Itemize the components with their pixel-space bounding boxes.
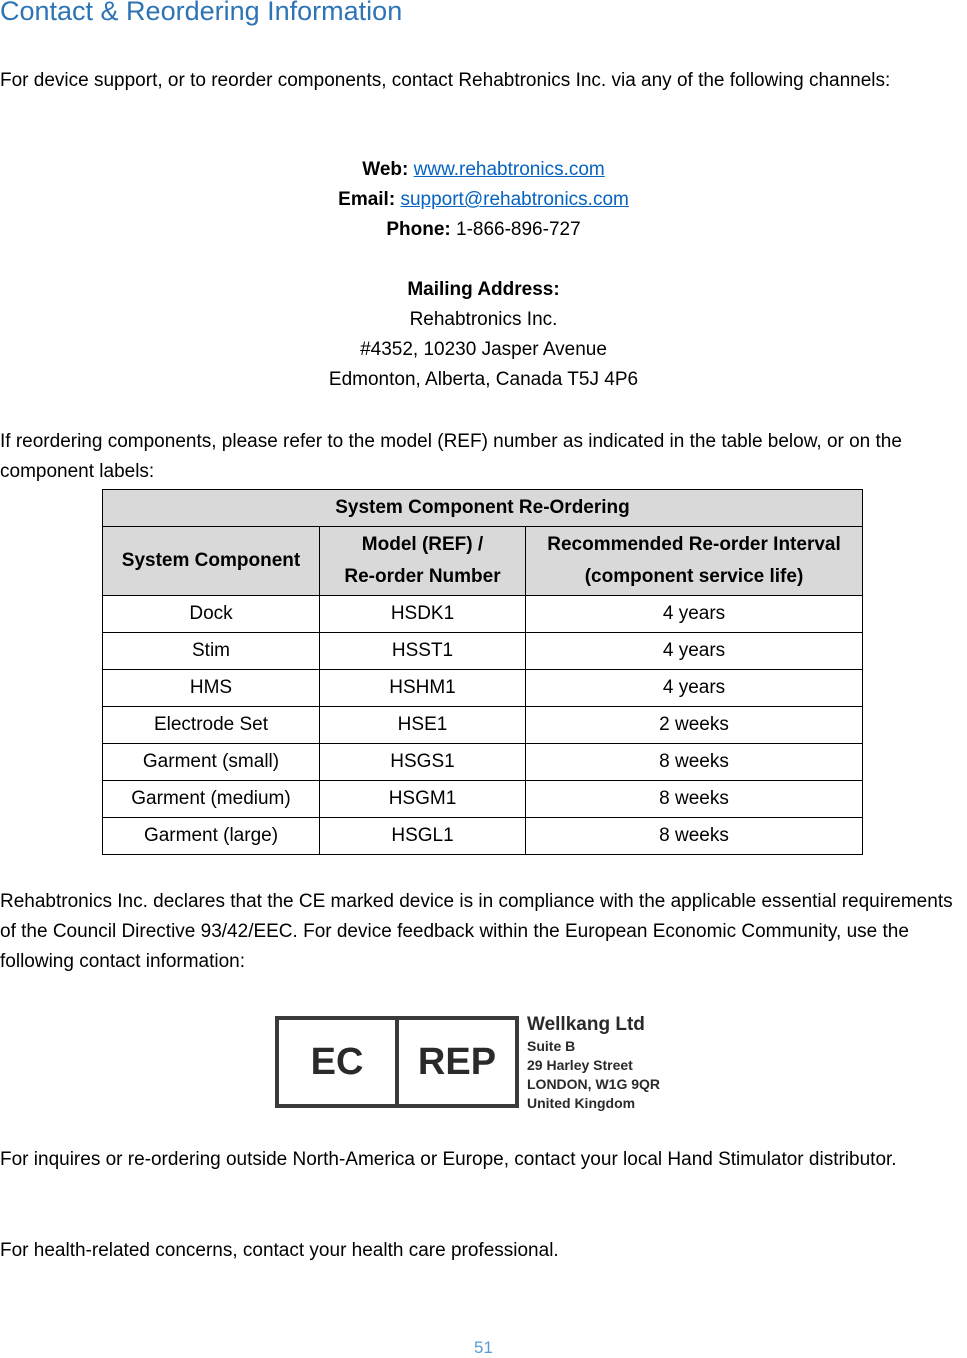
ec-rep-address: [527, 1013, 660, 1113]
table-title: System Component Re-Ordering: [103, 490, 863, 527]
model-cell: HSDK1: [320, 596, 526, 633]
column-header-interval: Recommended Re-order Interval (component service life): [526, 527, 863, 596]
column-header-component: System Component: [103, 527, 320, 596]
rep-box: REP: [395, 1016, 519, 1108]
model-cell: HSGM1: [320, 781, 526, 818]
address-line: Rehabtronics Inc.: [409, 309, 558, 330]
ec-rep-address-line: LONDON, W1G 9QR: [527, 1076, 661, 1092]
email-line: [0, 185, 967, 215]
ec-rep-label: [275, 1013, 695, 1113]
address-line: #4352, 10230 Jasper Avenue: [360, 339, 607, 360]
component-cell: HMS: [103, 670, 320, 707]
ec-rep-address-line: Suite B: [527, 1038, 576, 1054]
table-row: [103, 670, 863, 707]
web-link[interactable]: www.rehabtronics.com: [413, 159, 605, 180]
ce-statement: Rehabtronics Inc. declares that the CE marked device is in compliance with the applicable essential requirements of the Council Directive 93/42/EEC. For device feedback within the European Economic Community, use the following contact information:: [0, 891, 953, 972]
web-line: [0, 155, 967, 185]
reorder-table: [102, 489, 863, 855]
table-row: [103, 818, 863, 855]
page-number: 51: [474, 1338, 493, 1357]
component-cell: Electrode Set: [103, 707, 320, 744]
page-title: Contact & Reordering Information: [0, 0, 403, 26]
interval-cell: 2 weeks: [526, 707, 863, 744]
interval-cell: 8 weeks: [526, 781, 863, 818]
component-cell: Stim: [103, 633, 320, 670]
ec-rep-address-line: United Kingdom: [527, 1095, 636, 1111]
model-cell: HSST1: [320, 633, 526, 670]
phone-line: [0, 215, 967, 245]
interval-cell: 4 years: [526, 670, 863, 707]
interval-cell: 4 years: [526, 596, 863, 633]
table-row: [103, 781, 863, 818]
component-cell: Garment (medium): [103, 781, 320, 818]
email-label: Email:: [338, 189, 396, 210]
outside-region-paragraph: For inquires or re-ordering outside North-America or Europe, contact your local Hand Stimulator distributor.: [0, 1149, 897, 1170]
web-label: Web:: [362, 159, 409, 180]
interval-cell: 8 weeks: [526, 744, 863, 781]
contact-block: [0, 155, 967, 395]
model-cell: HSGS1: [320, 744, 526, 781]
component-cell: Garment (large): [103, 818, 320, 855]
table-row: [103, 707, 863, 744]
component-cell: Dock: [103, 596, 320, 633]
reorder-intro: If reordering components, please refer to the model (REF) number as indicated in the table below, or on the component labels:: [0, 431, 902, 482]
phone-value: 1-866-896-727: [456, 219, 581, 240]
model-cell: HSE1: [320, 707, 526, 744]
column-header-model: Model (REF) / Re-order Number: [320, 527, 526, 596]
table-row: [103, 633, 863, 670]
ec-rep-address-line: 29 Harley Street: [527, 1057, 633, 1073]
component-cell: Garment (small): [103, 744, 320, 781]
address-line: Edmonton, Alberta, Canada T5J 4P6: [328, 369, 639, 390]
mailing-label: Mailing Address:: [407, 279, 560, 300]
intro-paragraph: For device support, or to reorder components, contact Rehabtronics Inc. via any of the following channels:: [0, 70, 891, 91]
spacer: [0, 245, 967, 275]
interval-cell: 4 years: [526, 633, 863, 670]
table-row: [103, 596, 863, 633]
email-link[interactable]: support@rehabtronics.com: [400, 189, 629, 210]
model-cell: HSGL1: [320, 818, 526, 855]
phone-label: Phone:: [386, 219, 451, 240]
health-paragraph: For health-related concerns, contact your health care professional.: [0, 1240, 559, 1261]
ec-box: EC: [275, 1016, 399, 1108]
interval-cell: 8 weeks: [526, 818, 863, 855]
ec-rep-company: Wellkang Ltd: [527, 1014, 645, 1035]
model-cell: HSHM1: [320, 670, 526, 707]
table-row: [103, 744, 863, 781]
